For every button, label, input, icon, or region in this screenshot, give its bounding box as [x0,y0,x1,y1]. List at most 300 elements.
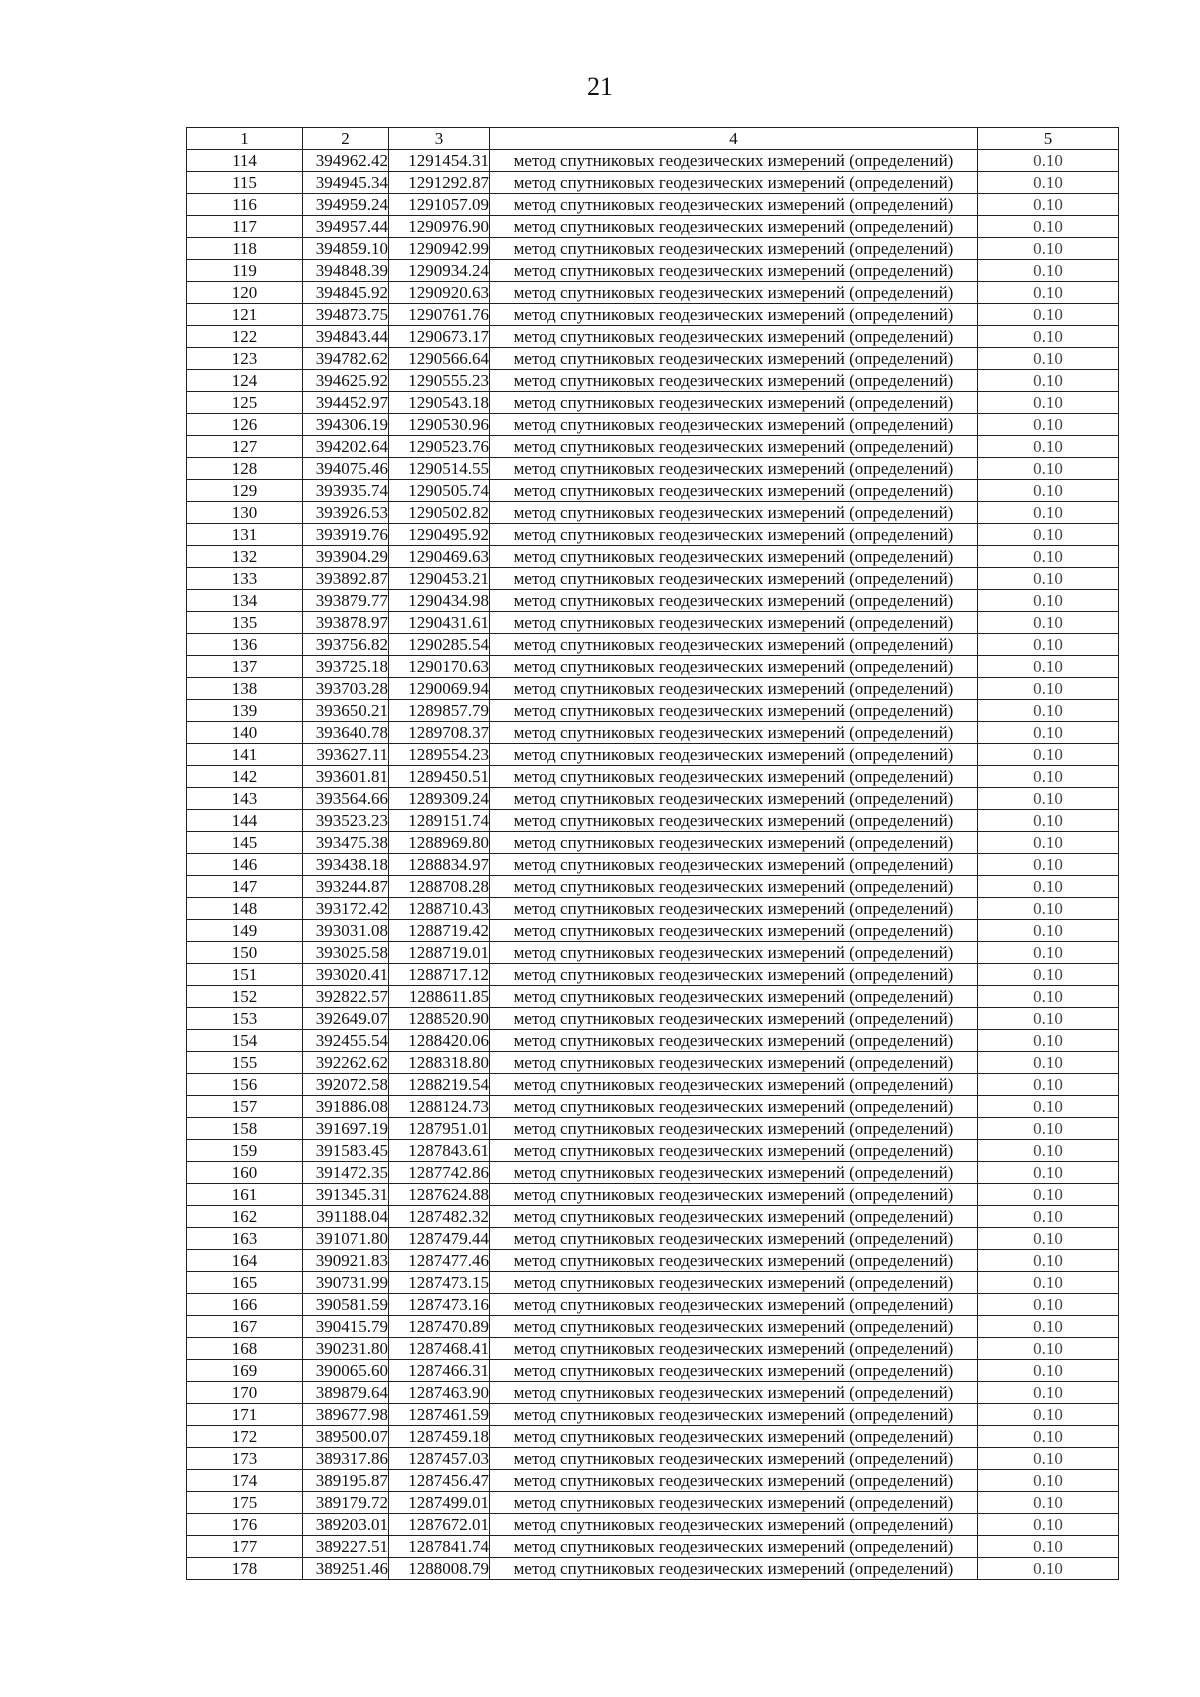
accuracy-cell: 0.10 [978,744,1119,766]
point-number-cell: 157 [187,1096,303,1118]
table-row [187,832,1119,854]
accuracy-cell: 0.10 [978,832,1119,854]
method-cell: метод спутниковых геодезических измерений (определений) [490,546,978,568]
table-row [187,1536,1119,1558]
y-coordinate-cell: 1290170.63 [389,656,490,678]
method-cell: метод спутниковых геодезических измерений (определений) [490,370,978,392]
x-coordinate-cell: 394306.19 [303,414,389,436]
y-coordinate-cell: 1288124.73 [389,1096,490,1118]
y-coordinate-cell: 1287479.44 [389,1228,490,1250]
table-row [187,1404,1119,1426]
accuracy-cell: 0.10 [978,656,1119,678]
method-cell: метод спутниковых геодезических измерений (определений) [490,238,978,260]
x-coordinate-cell: 389500.07 [303,1426,389,1448]
accuracy-cell: 0.10 [978,436,1119,458]
accuracy-cell: 0.10 [978,1514,1119,1536]
accuracy-cell: 0.10 [978,1118,1119,1140]
point-number-cell: 155 [187,1052,303,1074]
point-number-cell: 121 [187,304,303,326]
y-coordinate-cell: 1287742.86 [389,1162,490,1184]
x-coordinate-cell: 389251.46 [303,1558,389,1580]
point-number-cell: 153 [187,1008,303,1030]
x-coordinate-cell: 389677.98 [303,1404,389,1426]
x-coordinate-cell: 393640.78 [303,722,389,744]
accuracy-cell: 0.10 [978,964,1119,986]
point-number-cell: 159 [187,1140,303,1162]
table-row [187,1272,1119,1294]
method-cell: метод спутниковых геодезических измерений (определений) [490,1074,978,1096]
point-number-cell: 170 [187,1382,303,1404]
y-coordinate-cell: 1287499.01 [389,1492,490,1514]
accuracy-cell: 0.10 [978,458,1119,480]
point-number-cell: 122 [187,326,303,348]
table-row [187,1228,1119,1250]
method-cell: метод спутниковых геодезических измерений (определений) [490,1096,978,1118]
y-coordinate-cell: 1288710.43 [389,898,490,920]
y-coordinate-cell: 1287843.61 [389,1140,490,1162]
x-coordinate-cell: 393878.97 [303,612,389,634]
y-coordinate-cell: 1290555.23 [389,370,490,392]
y-coordinate-cell: 1290761.76 [389,304,490,326]
x-coordinate-cell: 393650.21 [303,700,389,722]
method-cell: метод спутниковых геодезических измерений (определений) [490,854,978,876]
x-coordinate-cell: 394625.92 [303,370,389,392]
x-coordinate-cell: 393025.58 [303,942,389,964]
x-coordinate-cell: 391583.45 [303,1140,389,1162]
y-coordinate-cell: 1287473.16 [389,1294,490,1316]
table-row [187,1492,1119,1514]
method-cell: метод спутниковых геодезических измерений (определений) [490,436,978,458]
x-coordinate-cell: 394845.92 [303,282,389,304]
x-coordinate-cell: 390731.99 [303,1272,389,1294]
point-number-cell: 154 [187,1030,303,1052]
x-coordinate-cell: 390415.79 [303,1316,389,1338]
accuracy-cell: 0.10 [978,1316,1119,1338]
y-coordinate-cell: 1290976.90 [389,216,490,238]
table-row [187,194,1119,216]
y-coordinate-cell: 1289554.23 [389,744,490,766]
x-coordinate-cell: 393475.38 [303,832,389,854]
method-cell: метод спутниковых геодезических измерений (определений) [490,678,978,700]
table-row [187,722,1119,744]
x-coordinate-cell: 392072.58 [303,1074,389,1096]
accuracy-cell: 0.10 [978,1074,1119,1096]
accuracy-cell: 0.10 [978,194,1119,216]
table-row [187,480,1119,502]
y-coordinate-cell: 1290502.82 [389,502,490,524]
accuracy-cell: 0.10 [978,1008,1119,1030]
table-row [187,1316,1119,1338]
accuracy-cell: 0.10 [978,1426,1119,1448]
x-coordinate-cell: 393725.18 [303,656,389,678]
table-body [187,150,1119,1580]
accuracy-cell: 0.10 [978,678,1119,700]
x-coordinate-cell: 394873.75 [303,304,389,326]
method-cell: метод спутниковых геодезических измерений (определений) [490,898,978,920]
method-cell: метод спутниковых геодезических измерений (определений) [490,1514,978,1536]
x-coordinate-cell: 393904.29 [303,546,389,568]
method-cell: метод спутниковых геодезических измерений (определений) [490,700,978,722]
y-coordinate-cell: 1287470.89 [389,1316,490,1338]
table-row [187,238,1119,260]
point-number-cell: 178 [187,1558,303,1580]
method-cell: метод спутниковых геодезических измерений (определений) [490,502,978,524]
table-row [187,172,1119,194]
y-coordinate-cell: 1290285.54 [389,634,490,656]
method-cell: метод спутниковых геодезических измерений (определений) [490,1250,978,1272]
table-row [187,1118,1119,1140]
accuracy-cell: 0.10 [978,304,1119,326]
table-row [187,1184,1119,1206]
point-number-cell: 126 [187,414,303,436]
x-coordinate-cell: 392649.07 [303,1008,389,1030]
x-coordinate-cell: 393627.11 [303,744,389,766]
method-cell: метод спутниковых геодезических измерений (определений) [490,260,978,282]
y-coordinate-cell: 1290469.63 [389,546,490,568]
x-coordinate-cell: 393020.41 [303,964,389,986]
y-coordinate-cell: 1287468.41 [389,1338,490,1360]
y-coordinate-cell: 1288219.54 [389,1074,490,1096]
point-number-cell: 169 [187,1360,303,1382]
point-number-cell: 114 [187,150,303,172]
y-coordinate-cell: 1288611.85 [389,986,490,1008]
table-row [187,1140,1119,1162]
point-number-cell: 177 [187,1536,303,1558]
table-header-row [187,128,1119,150]
x-coordinate-cell: 389317.86 [303,1448,389,1470]
point-number-cell: 171 [187,1404,303,1426]
point-number-cell: 152 [187,986,303,1008]
method-cell: метод спутниковых геодезических измерений (определений) [490,1558,978,1580]
method-cell: метод спутниковых геодезических измерений (определений) [490,1206,978,1228]
point-number-cell: 172 [187,1426,303,1448]
point-number-cell: 165 [187,1272,303,1294]
table-row [187,854,1119,876]
method-cell: метод спутниковых геодезических измерений (определений) [490,942,978,964]
table-row [187,744,1119,766]
accuracy-cell: 0.10 [978,1360,1119,1382]
method-cell: метод спутниковых геодезических измерений (определений) [490,1492,978,1514]
point-number-cell: 120 [187,282,303,304]
accuracy-cell: 0.10 [978,150,1119,172]
table-row [187,898,1119,920]
y-coordinate-cell: 1287841.74 [389,1536,490,1558]
point-number-cell: 127 [187,436,303,458]
method-cell: метод спутниковых геодезических измерений (определений) [490,832,978,854]
accuracy-cell: 0.10 [978,1470,1119,1492]
y-coordinate-cell: 1290495.92 [389,524,490,546]
x-coordinate-cell: 393244.87 [303,876,389,898]
x-coordinate-cell: 389227.51 [303,1536,389,1558]
table-row [187,1382,1119,1404]
x-coordinate-cell: 391188.04 [303,1206,389,1228]
y-coordinate-cell: 1290920.63 [389,282,490,304]
accuracy-cell: 0.10 [978,1382,1119,1404]
point-number-cell: 141 [187,744,303,766]
point-number-cell: 139 [187,700,303,722]
x-coordinate-cell: 392822.57 [303,986,389,1008]
x-coordinate-cell: 389179.72 [303,1492,389,1514]
point-number-cell: 118 [187,238,303,260]
y-coordinate-cell: 1290673.17 [389,326,490,348]
method-cell: метод спутниковых геодезических измерений (определений) [490,458,978,480]
point-number-cell: 163 [187,1228,303,1250]
y-coordinate-cell: 1289857.79 [389,700,490,722]
x-coordinate-cell: 391697.19 [303,1118,389,1140]
table-row [187,590,1119,612]
y-coordinate-cell: 1288969.80 [389,832,490,854]
x-coordinate-cell: 393919.76 [303,524,389,546]
table-row [187,1052,1119,1074]
x-coordinate-cell: 393564.66 [303,788,389,810]
point-number-cell: 147 [187,876,303,898]
x-coordinate-cell: 389879.64 [303,1382,389,1404]
y-coordinate-cell: 1291057.09 [389,194,490,216]
x-coordinate-cell: 393031.08 [303,920,389,942]
method-cell: метод спутниковых геодезических измерений (определений) [490,1228,978,1250]
accuracy-cell: 0.10 [978,766,1119,788]
method-cell: метод спутниковых геодезических измерений (определений) [490,1184,978,1206]
accuracy-cell: 0.10 [978,1030,1119,1052]
point-number-cell: 164 [187,1250,303,1272]
y-coordinate-cell: 1289450.51 [389,766,490,788]
table-row [187,1448,1119,1470]
accuracy-cell: 0.10 [978,942,1119,964]
method-cell: метод спутниковых геодезических измерений (определений) [490,612,978,634]
table-row [187,436,1119,458]
table-row [187,1360,1119,1382]
accuracy-cell: 0.10 [978,634,1119,656]
accuracy-cell: 0.10 [978,1140,1119,1162]
method-cell: метод спутниковых геодезических измерений (определений) [490,1382,978,1404]
method-cell: метод спутниковых геодезических измерений (определений) [490,1536,978,1558]
accuracy-cell: 0.10 [978,414,1119,436]
point-number-cell: 142 [187,766,303,788]
method-cell: метод спутниковых геодезических измерений (определений) [490,1162,978,1184]
x-coordinate-cell: 390065.60 [303,1360,389,1382]
x-coordinate-cell: 393892.87 [303,568,389,590]
table-row [187,810,1119,832]
point-number-cell: 166 [187,1294,303,1316]
y-coordinate-cell: 1287459.18 [389,1426,490,1448]
table-row [187,568,1119,590]
method-cell: метод спутниковых геодезических измерений (определений) [490,656,978,678]
method-cell: метод спутниковых геодезических измерений (определений) [490,326,978,348]
method-cell: метод спутниковых геодезических измерений (определений) [490,1404,978,1426]
point-number-cell: 123 [187,348,303,370]
x-coordinate-cell: 394848.39 [303,260,389,282]
point-number-cell: 128 [187,458,303,480]
table-row [187,920,1119,942]
point-number-cell: 115 [187,172,303,194]
point-number-cell: 131 [187,524,303,546]
x-coordinate-cell: 393926.53 [303,502,389,524]
table-row [187,1426,1119,1448]
accuracy-cell: 0.10 [978,920,1119,942]
point-number-cell: 162 [187,1206,303,1228]
point-number-cell: 158 [187,1118,303,1140]
accuracy-cell: 0.10 [978,1206,1119,1228]
x-coordinate-cell: 393935.74 [303,480,389,502]
method-cell: метод спутниковых геодезических измерений (определений) [490,1272,978,1294]
point-number-cell: 168 [187,1338,303,1360]
x-coordinate-cell: 394945.34 [303,172,389,194]
point-number-cell: 133 [187,568,303,590]
table-row [187,370,1119,392]
y-coordinate-cell: 1287466.31 [389,1360,490,1382]
accuracy-cell: 0.10 [978,788,1119,810]
accuracy-cell: 0.10 [978,1096,1119,1118]
method-cell: метод спутниковых геодезических измерений (определений) [490,392,978,414]
coordinates-table [186,127,1119,1580]
y-coordinate-cell: 1288420.06 [389,1030,490,1052]
point-number-cell: 175 [187,1492,303,1514]
point-number-cell: 149 [187,920,303,942]
x-coordinate-cell: 392262.62 [303,1052,389,1074]
method-cell: метод спутниковых геодезических измерений (определений) [490,414,978,436]
x-coordinate-cell: 390231.80 [303,1338,389,1360]
y-coordinate-cell: 1290431.61 [389,612,490,634]
method-cell: метод спутниковых геодезических измерений (определений) [490,590,978,612]
table-row [187,788,1119,810]
point-number-cell: 135 [187,612,303,634]
point-number-cell: 174 [187,1470,303,1492]
y-coordinate-cell: 1288008.79 [389,1558,490,1580]
y-coordinate-cell: 1287473.15 [389,1272,490,1294]
point-number-cell: 143 [187,788,303,810]
table-row [187,502,1119,524]
y-coordinate-cell: 1290934.24 [389,260,490,282]
y-coordinate-cell: 1288318.80 [389,1052,490,1074]
accuracy-cell: 0.10 [978,238,1119,260]
x-coordinate-cell: 393523.23 [303,810,389,832]
x-coordinate-cell: 394075.46 [303,458,389,480]
x-coordinate-cell: 391071.80 [303,1228,389,1250]
method-cell: метод спутниковых геодезических измерений (определений) [490,282,978,304]
method-cell: метод спутниковых геодезических измерений (определений) [490,1140,978,1162]
method-cell: метод спутниковых геодезических измерений (определений) [490,634,978,656]
point-number-cell: 132 [187,546,303,568]
y-coordinate-cell: 1287477.46 [389,1250,490,1272]
x-coordinate-cell: 393703.28 [303,678,389,700]
accuracy-cell: 0.10 [978,348,1119,370]
accuracy-cell: 0.10 [978,612,1119,634]
accuracy-cell: 0.10 [978,480,1119,502]
table-row [187,656,1119,678]
y-coordinate-cell: 1287461.59 [389,1404,490,1426]
y-coordinate-cell: 1290543.18 [389,392,490,414]
accuracy-cell: 0.10 [978,1162,1119,1184]
x-coordinate-cell: 391472.35 [303,1162,389,1184]
y-coordinate-cell: 1290514.55 [389,458,490,480]
point-number-cell: 150 [187,942,303,964]
table-row [187,304,1119,326]
method-cell: метод спутниковых геодезических измерений (определений) [490,964,978,986]
table-row [187,1096,1119,1118]
accuracy-cell: 0.10 [978,546,1119,568]
point-number-cell: 129 [187,480,303,502]
point-number-cell: 119 [187,260,303,282]
y-coordinate-cell: 1290069.94 [389,678,490,700]
table-row [187,964,1119,986]
accuracy-cell: 0.10 [978,1250,1119,1272]
table-row [187,150,1119,172]
table-row [187,348,1119,370]
header-col-4: 4 [490,128,978,150]
y-coordinate-cell: 1290566.64 [389,348,490,370]
table-row [187,216,1119,238]
table-row [187,1294,1119,1316]
accuracy-cell: 0.10 [978,326,1119,348]
y-coordinate-cell: 1289309.24 [389,788,490,810]
accuracy-cell: 0.10 [978,1272,1119,1294]
x-coordinate-cell: 393438.18 [303,854,389,876]
table-row [187,612,1119,634]
method-cell: метод спутниковых геодезических измерений (определений) [490,1338,978,1360]
x-coordinate-cell: 389195.87 [303,1470,389,1492]
accuracy-cell: 0.10 [978,392,1119,414]
table-row [187,1162,1119,1184]
table-row [187,986,1119,1008]
method-cell: метод спутниковых геодезических измерений (определений) [490,150,978,172]
point-number-cell: 167 [187,1316,303,1338]
accuracy-cell: 0.10 [978,568,1119,590]
y-coordinate-cell: 1289151.74 [389,810,490,832]
y-coordinate-cell: 1289708.37 [389,722,490,744]
method-cell: метод спутниковых геодезических измерений (определений) [490,1052,978,1074]
y-coordinate-cell: 1287456.47 [389,1470,490,1492]
method-cell: метод спутниковых геодезических измерений (определений) [490,744,978,766]
table-row [187,1558,1119,1580]
x-coordinate-cell: 393756.82 [303,634,389,656]
accuracy-cell: 0.10 [978,810,1119,832]
point-number-cell: 138 [187,678,303,700]
method-cell: метод спутниковых геодезических измерений (определений) [490,1030,978,1052]
point-number-cell: 116 [187,194,303,216]
x-coordinate-cell: 392455.54 [303,1030,389,1052]
point-number-cell: 146 [187,854,303,876]
point-number-cell: 148 [187,898,303,920]
table-row [187,1074,1119,1096]
method-cell: метод спутниковых геодезических измерений (определений) [490,1360,978,1382]
accuracy-cell: 0.10 [978,282,1119,304]
y-coordinate-cell: 1290530.96 [389,414,490,436]
x-coordinate-cell: 390921.83 [303,1250,389,1272]
table-row [187,260,1119,282]
y-coordinate-cell: 1290434.98 [389,590,490,612]
header-col-2: 2 [303,128,389,150]
table-row [187,1470,1119,1492]
y-coordinate-cell: 1288708.28 [389,876,490,898]
point-number-cell: 144 [187,810,303,832]
page-number: 21 [587,72,613,101]
point-number-cell: 161 [187,1184,303,1206]
table-row [187,546,1119,568]
method-cell: метод спутниковых геодезических измерений (определений) [490,1118,978,1140]
accuracy-cell: 0.10 [978,590,1119,612]
table-row [187,1250,1119,1272]
accuracy-cell: 0.10 [978,986,1119,1008]
method-cell: метод спутниковых геодезических измерений (определений) [490,1008,978,1030]
accuracy-cell: 0.10 [978,524,1119,546]
point-number-cell: 156 [187,1074,303,1096]
y-coordinate-cell: 1287951.01 [389,1118,490,1140]
y-coordinate-cell: 1290453.21 [389,568,490,590]
method-cell: метод спутниковых геодезических измерений (определений) [490,766,978,788]
y-coordinate-cell: 1288719.01 [389,942,490,964]
method-cell: метод спутниковых геодезических измерений (определений) [490,524,978,546]
table-row [187,282,1119,304]
